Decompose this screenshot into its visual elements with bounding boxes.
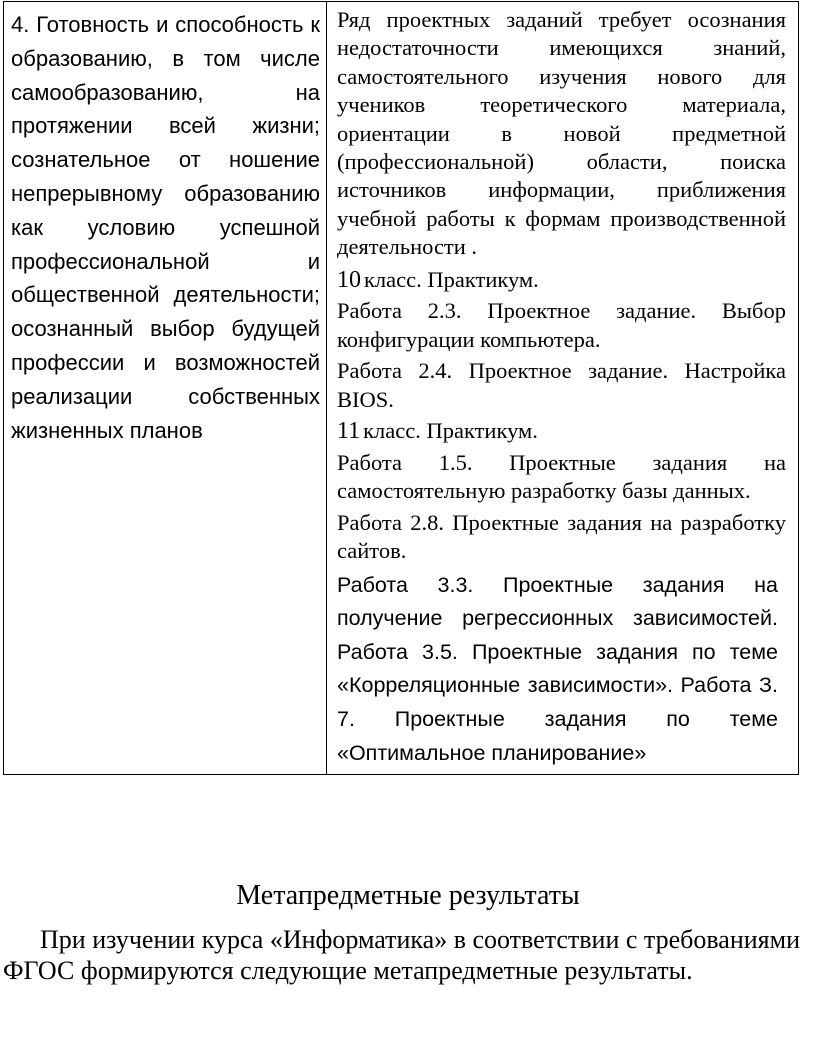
work-2-4: Работа 2.4. Проектное задание. Настройка BIOS. <box>337 358 786 412</box>
table-row <box>4 2 799 775</box>
work-2-8: Работа 2.8. Проектные задания на разработку сайтов. <box>337 509 786 564</box>
result-cell <box>4 2 327 775</box>
activities-intro: Ряд проектных заданий требует осознания недостаточности имеющихся знаний, самостоятельного изучения нового для учеников теоретического материала, ориентации в новой предметной (профессиональной) области, поиска источников информации, приближения учебной работы к формам производственной деятельности . <box>337 7 786 260</box>
grade-11-label: класс. Практикум. <box>363 418 538 444</box>
section-paragraph: При изучении курса «Информатика» в соответствии с требованиями ФГОС формируются следующие метапредметные результаты. <box>3 925 800 985</box>
activities-block <box>327 2 798 774</box>
grade-10-label: класс. Практикум. <box>364 266 539 292</box>
work-3-3: Работа 3.3. Проектные задания на получение регрессионных зависимостей. Работа 3.5. Проектные задания по теме «Корреляционные зависимости». Работа З. 7. Проектные задания по теме «Оптимальное планирование» <box>337 572 778 765</box>
grade-10-number: 10 <box>337 266 361 293</box>
grade-11-number: 11 <box>337 418 361 445</box>
section-heading: Метапредметные результаты <box>236 880 580 911</box>
grade-10-heading <box>337 266 786 295</box>
work-2-3: Работа 2.3. Проектное задание. Выбор конфигурации компьютера. <box>337 298 786 352</box>
result-description: 4. Готовность и способность к образованию, в том числе самообразованию, на протяжении всей жизни; сознательное от ношение непрерывному образованию как условию успешной профессиональной и общественной деятельности; осознанный выбор будущей профессии и возможностей реализации собственных жизненных планов <box>11 12 320 443</box>
grade-11-heading <box>337 417 786 446</box>
activities-cell <box>327 2 799 775</box>
results-table <box>3 1 799 775</box>
work-1-5: Работа 1.5. Проектные задания на самостоятельную разработку базы данных. <box>337 449 786 504</box>
